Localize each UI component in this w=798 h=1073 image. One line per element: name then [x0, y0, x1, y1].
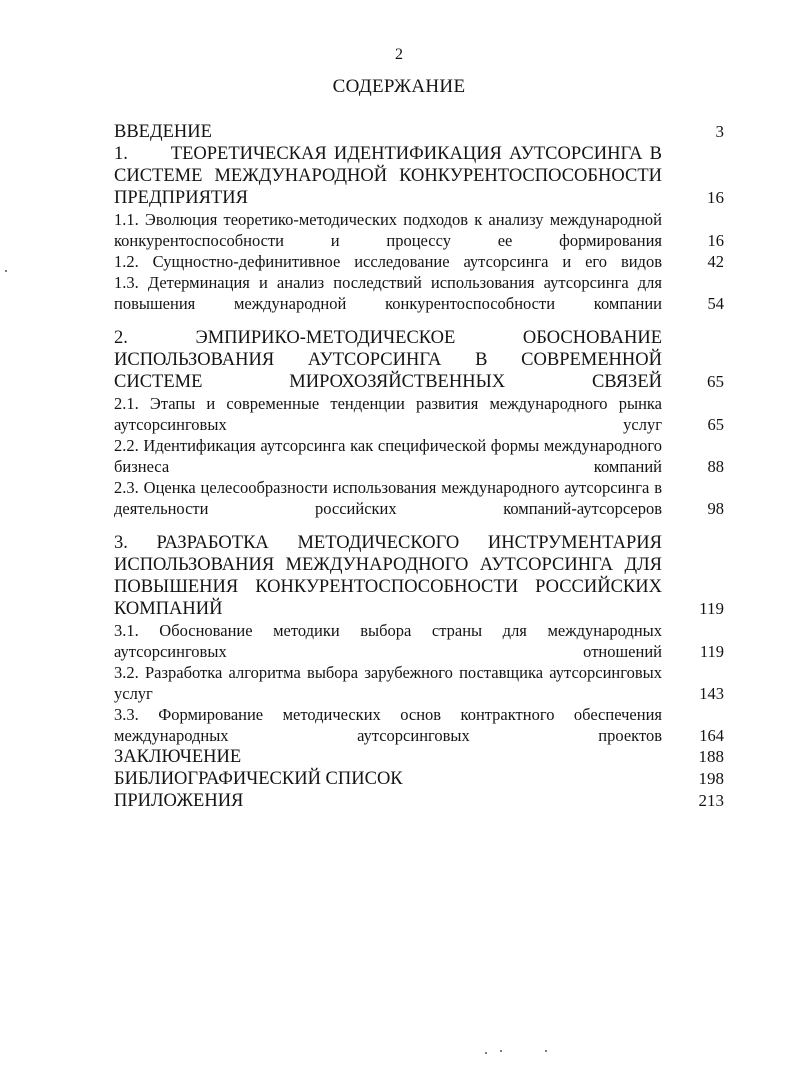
toc-entry-title — [114, 251, 662, 272]
toc-entry-bibliography — [114, 768, 724, 790]
toc-entry-page: 119 — [699, 642, 724, 661]
toc-entry-title-line: 3.2. Разработка алгоритма выбора зарубежного поставщика — [114, 663, 544, 682]
toc-entry-title-tail: аутсорсинговых услуг — [114, 663, 662, 703]
page-number: 2 — [395, 46, 403, 63]
toc-entry-page: 65 — [707, 372, 724, 391]
toc-entry-title — [114, 327, 662, 393]
toc-entry-page: 119 — [699, 599, 724, 618]
toc-entry-title-line: 3. РАЗРАБОТКА МЕТОДИЧЕСКОГО ИНСТРУМЕНТАРИЯ ИСПОЛЬЗОВАНИЯ МЕЖДУНАРОДНОГО АУТСОРСИНГА ДЛЯ ПОВЫШЕНИЯ КОНКУРЕНТОСПОСОБНОСТИ РОССИЙСКИХ — [114, 533, 662, 597]
toc-entry-title-tail: аутсорсинга в деятельности российских компаний-аутсорсеров — [114, 478, 662, 518]
toc-entry-title-tail: ПРЕДПРИЯТИЯ — [114, 188, 248, 208]
toc-entry-title — [114, 532, 662, 620]
toc-entry-title-tail: конкурентоспособности компании — [385, 294, 663, 313]
toc-entry-title-line: 1. ТЕОРЕТИЧЕСКАЯ ИДЕНТИФИКАЦИЯ АУТСОРСИНГА В СИСТЕМЕ МЕЖДУНАРОДНОЙ КОНКУРЕНТОСПОСОБНОСТИ — [114, 144, 662, 186]
toc-entry-title — [114, 662, 662, 704]
toc-entry-title-line: 2. ЭМПИРИКО-МЕТОДИЧЕСКОЕ ОБОСНОВАНИЕ ИСПОЛЬЗОВАНИЯ АУТСОРСИНГА В СОВРЕМЕННОЙ — [114, 328, 662, 370]
scan-speck — [545, 1050, 547, 1052]
toc-entry-page: 54 — [707, 294, 724, 313]
toc-entry-title: ВВЕДЕНИЕ — [114, 122, 212, 142]
toc-entry-title — [114, 620, 662, 662]
toc-entry-title-tail: КОМПАНИЙ — [114, 599, 223, 619]
toc-entry-title-tail: международных аутсорсинговых проектов — [114, 726, 662, 745]
toc-entry-page: 198 — [698, 769, 724, 788]
toc-entry-title: БИБЛИОГРАФИЧЕСКИЙ СПИСОК — [114, 769, 403, 789]
toc-entry-page: 213 — [698, 791, 724, 810]
toc-entry-title-tail: формирования — [559, 231, 662, 250]
toc-entry-page: 188 — [698, 747, 724, 766]
toc-entry-page: 98 — [707, 499, 724, 518]
toc-entry-section-1-1 — [114, 209, 724, 251]
table-of-contents — [114, 121, 724, 812]
toc-entry-title-line: 1.2. Сущностно-дефинитивное исследование аутсорсинга и его — [114, 252, 608, 271]
scan-speck — [500, 1050, 502, 1052]
toc-entry-title: ЗАКЛЮЧЕНИЕ — [114, 747, 242, 767]
toc-entry-section-1-3 — [114, 272, 724, 314]
toc-entry-title-line: 2.2. Идентификация аутсорсинга как специфической формы — [114, 436, 540, 455]
toc-entry-title-line: 1.1. Эволюция теоретико-методических подходов к анализу международной конкурентоспособности и процессу ее — [114, 210, 662, 250]
toc-entry-title — [114, 704, 662, 746]
toc-entry-title-tail: международного бизнеса компаний — [114, 436, 662, 476]
toc-entry-conclusion — [114, 746, 724, 768]
toc-entry-page: 3 — [715, 122, 724, 141]
toc-entry-title — [114, 143, 662, 209]
toc-entry-chapter-1 — [114, 143, 724, 209]
toc-entry-title — [114, 209, 662, 251]
toc-entry-introduction — [114, 121, 724, 143]
toc-entry-page: 16 — [707, 188, 724, 207]
toc-entry-title-line: 3.1. Обоснование методики выбора страны для международных — [114, 621, 662, 640]
toc-entry-title-line: 2.1. Этапы и современные тенденции развития международного — [114, 394, 608, 413]
toc-entry-section-3-1 — [114, 620, 724, 662]
page-title: СОДЕРЖАНИЕ — [332, 76, 466, 97]
toc-entry-title — [114, 477, 662, 519]
toc-entry-section-2-1 — [114, 393, 724, 435]
toc-entry-title-line: 1.3. Детерминация и анализ последствий использования аутсорсинга для повышения международной — [114, 273, 662, 313]
toc-entry-section-1-2 — [114, 251, 724, 272]
toc-entry-title-tail: видов — [620, 252, 662, 271]
toc-entry-title — [114, 393, 662, 435]
toc-entry-page: 42 — [707, 252, 724, 271]
toc-entry-title: ПРИЛОЖЕНИЯ — [114, 791, 244, 811]
toc-entry-section-3-3 — [114, 704, 724, 746]
toc-entry-page: 65 — [707, 415, 724, 434]
toc-entry-title-line: 2.3. Оценка целесообразности использования международного — [114, 478, 560, 497]
toc-entry-chapter-3 — [114, 532, 724, 620]
toc-entry-page: 16 — [707, 231, 724, 250]
toc-entry-section-2-3 — [114, 477, 724, 519]
toc-entry-title-tail: рынка аутсорсинговых услуг — [114, 394, 663, 434]
scan-speck — [5, 270, 7, 272]
toc-entry-page: 143 — [699, 684, 724, 703]
toc-entry-section-2-2 — [114, 435, 724, 477]
toc-entry-chapter-2 — [114, 327, 724, 393]
toc-entry-title-tail: СИСТЕМЕ МИРОХОЗЯЙСТВЕННЫХ СВЯЗЕЙ — [114, 372, 662, 392]
scan-speck — [485, 1052, 487, 1054]
toc-entry-title — [114, 272, 662, 314]
toc-entry-title-tail: аутсорсинговых отношений — [114, 642, 662, 661]
toc-entry-title-line: 3.3. Формирование методических основ контрактного обеспечения — [114, 705, 662, 724]
toc-entry-appendices — [114, 790, 724, 812]
toc-entry-section-3-2 — [114, 662, 724, 704]
toc-entry-page: 164 — [699, 726, 724, 745]
toc-entry-page: 88 — [707, 457, 724, 476]
toc-entry-title — [114, 435, 662, 477]
